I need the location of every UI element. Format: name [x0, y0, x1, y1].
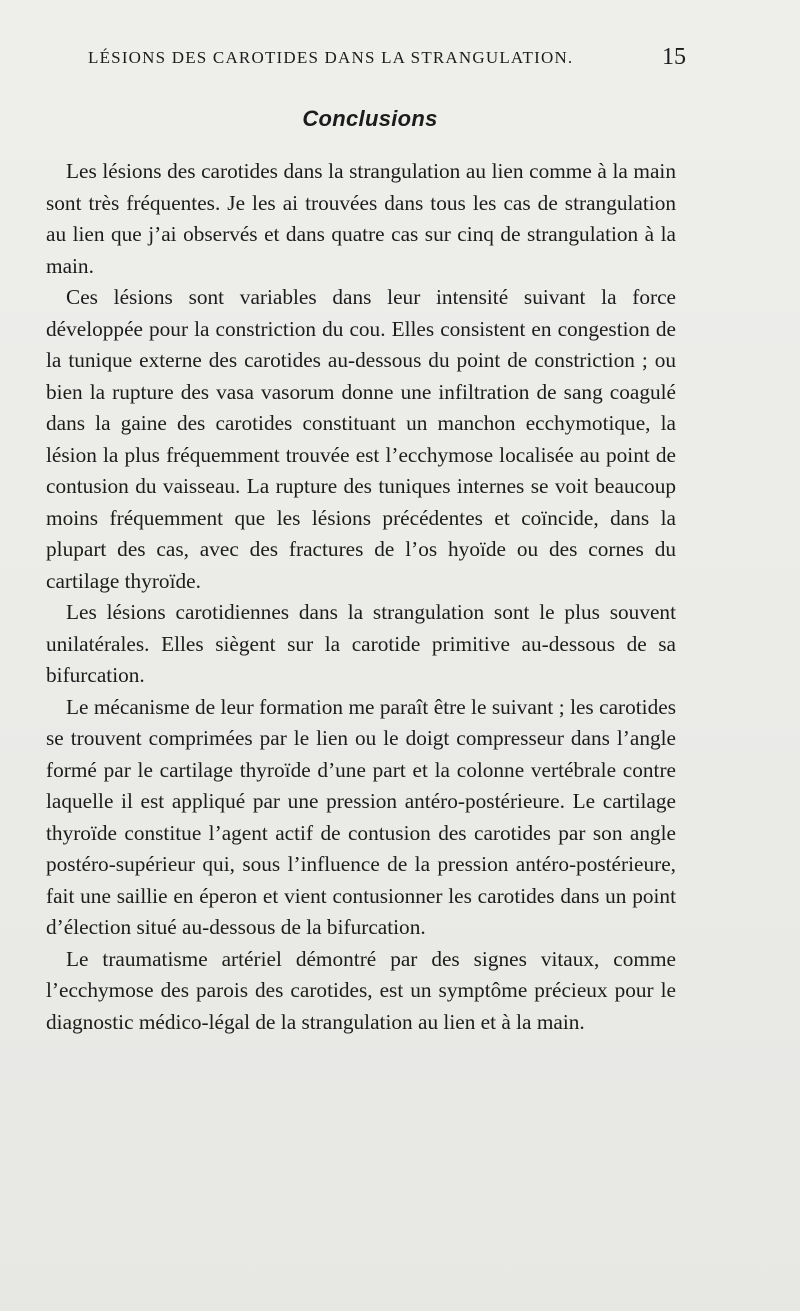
page-header	[88, 44, 686, 76]
body-text	[46, 156, 676, 1038]
paragraph-1: Les lésions des carotides dans la strangulation au lien comme à la main sont très fréquentes. Je les ai trouvées dans tous les cas de strangulation au lien que j’ai observés et dans quatre cas sur cinq de strangulation à la main.	[46, 159, 676, 278]
paragraph-3: Les lésions carotidiennes dans la strangulation sont le plus souvent unilatérales. Elles siègent sur la carotide primitive au-dessous de sa bifurcation.	[46, 600, 676, 687]
paragraph-2: Ces lésions sont variables dans leur intensité suivant la force développée pour la constriction du cou. Elles consistent en congestion de la tunique externe des carotides au-dessous du point de constriction ; ou bien la rupture des vasa vasorum donne une infiltration de sang coagulé dans la gaine des carotides constituant un manchon ecchymotique, la lésion la plus fréquemment trouvée est l’ecchymose localisée au point de contusion du vaisseau. La rupture des tuniques internes se voit beaucoup moins fréquemment que les lésions précédentes et coïncide, dans la plupart des cas, avec des fractures de l’os hyoïde ou des cornes du cartilage thyroïde.	[46, 285, 676, 593]
running-title: LÉSIONS DES CAROTIDES DANS LA STRANGULATION.	[88, 48, 574, 67]
section-title: Conclusions	[302, 106, 438, 131]
page-number: 15	[662, 44, 686, 70]
paragraph-5: Le traumatisme artériel démontré par des signes vitaux, comme l’ecchymose des parois des carotides, est un symptôme précieux pour le diagnostic médico-légal de la strangulation au lien et à la main.	[46, 946, 676, 1034]
paragraph-4: Le mécanisme de leur formation me paraît être le suivant ; les carotides se trouvent comprimées par le lien ou le doigt compresseur dans l’angle formé par le cartilage thyroïde d’une part et la colonne vertébrale contre laquelle il est appliqué par une pression antéro-postérieure. Le cartilage thyroïde constitue l’agent actif de contusion des carotides par son angle postéro-supérieur qui, sous l’influence de la pression antéro-postérieure, fait une saillie en éperon et vient contusionner les carotides dans un point d’élection situé au-dessous de la bifurcation.	[46, 694, 676, 939]
